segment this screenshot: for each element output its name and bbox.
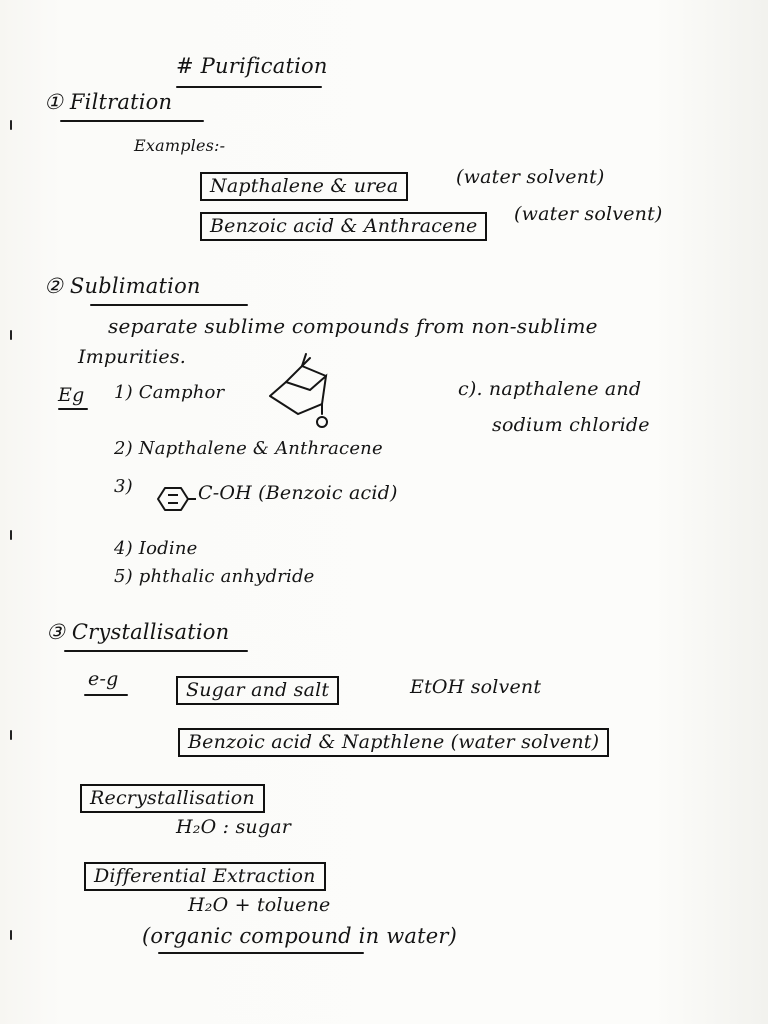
differential-extraction-note: H₂O + toluene bbox=[188, 894, 331, 916]
margin-tick bbox=[10, 930, 12, 940]
crystallisation-underline bbox=[64, 650, 248, 652]
sublimation-item-3: 3) bbox=[114, 476, 133, 497]
filtration-example-1: Napthalene & urea bbox=[200, 172, 408, 201]
eg-underline bbox=[58, 408, 88, 410]
margin-tick bbox=[10, 330, 12, 340]
filtration-example-1-note: (water solvent) bbox=[456, 166, 605, 188]
margin-tick bbox=[10, 530, 12, 540]
crystallisation-example-1-note: EtOH solvent bbox=[410, 676, 542, 698]
filtration-heading: ① Filtration bbox=[44, 90, 173, 114]
differential-extraction-note-2: (organic compound in water) bbox=[142, 924, 457, 948]
sublimation-description: separate sublime compounds from non-sublime bbox=[108, 314, 598, 338]
filtration-underline bbox=[60, 120, 204, 122]
sublimation-heading: ② Sublimation bbox=[44, 274, 201, 298]
sublimation-item-5: 5) phthalic anhydride bbox=[114, 566, 315, 587]
recrystallisation-box: Recrystallisation bbox=[80, 784, 265, 813]
differential-extraction-box: Differential Extraction bbox=[84, 862, 326, 891]
filtration-example-2-note: (water solvent) bbox=[514, 203, 663, 225]
sublimation-side-item-2: sodium chloride bbox=[492, 414, 650, 436]
crystallisation-eg-label: e-g bbox=[88, 668, 119, 690]
sublimation-item-4: 4) Iodine bbox=[114, 538, 198, 559]
organic-compound-underline bbox=[158, 952, 364, 954]
crystallisation-example-1: Sugar and salt bbox=[176, 676, 339, 705]
examples-label: Examples:- bbox=[134, 136, 226, 155]
crystallisation-example-2: Benzoic acid & Napthlene (water solvent) bbox=[178, 728, 609, 757]
crystallisation-eg-underline bbox=[84, 694, 128, 696]
sublimation-item-1: 1) Camphor bbox=[114, 382, 225, 403]
sublimation-side-item-1: c). napthalene and bbox=[458, 378, 642, 400]
sublimation-underline bbox=[90, 304, 248, 306]
recrystallisation-note: H₂O : sugar bbox=[176, 816, 292, 838]
sublimation-description-cont: Impurities. bbox=[78, 346, 187, 368]
sublimation-item-2: 2) Napthalene & Anthracene bbox=[114, 438, 383, 459]
eg-label: Eg bbox=[58, 384, 85, 406]
filtration-example-2: Benzoic acid & Anthracene bbox=[200, 212, 487, 241]
margin-tick bbox=[10, 730, 12, 740]
benzene-ring-icon bbox=[150, 484, 196, 514]
page-title: # Purification bbox=[176, 54, 328, 78]
camphor-structure-icon bbox=[262, 352, 342, 434]
margin-tick bbox=[10, 120, 12, 130]
crystallisation-heading: ③ Crystallisation bbox=[46, 620, 230, 644]
benzoic-acid-formula: C-OH (Benzoic acid) bbox=[198, 482, 398, 504]
title-underline bbox=[176, 86, 322, 88]
